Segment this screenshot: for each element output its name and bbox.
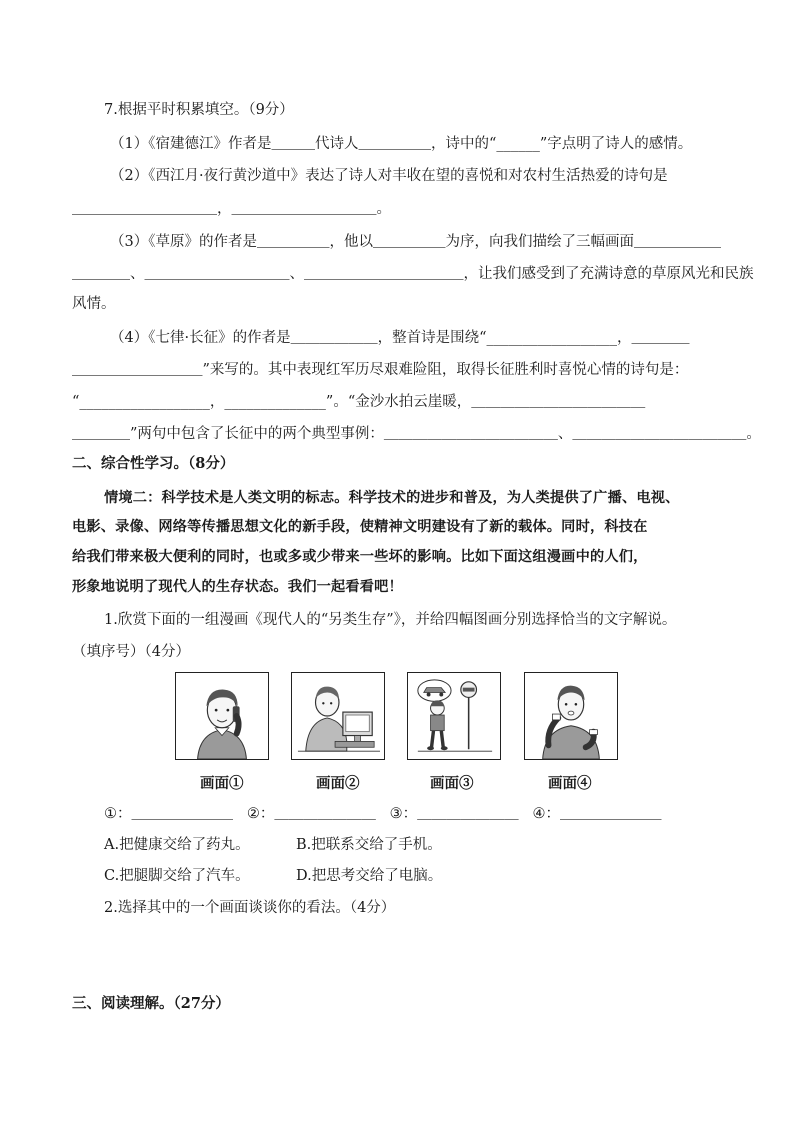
q2-prompt: 2.选择其中的一个画面谈谈你的看法。（4分） [104, 900, 396, 916]
q7-part4-line2: ＿＿＿＿＿＿＿＿＿”来写的。其中表现红军历尽艰难险阻，取得长征胜利时喜悦心情的诗句是： [72, 362, 689, 378]
section2-heading: 二、综合性学习。（8分） [72, 455, 235, 472]
option-c: C.把腿脚交给了汽车。 [104, 868, 250, 884]
q7-part3-line1: （3）《草原》的作者是＿＿＿＿＿，他以＿＿＿＿＿为序，向我们描绘了三幅画面＿＿＿＿＿＿ [110, 234, 721, 250]
caption-picture-4: 画面④ [548, 775, 592, 792]
caption-picture-3: 画面③ [430, 775, 474, 792]
cartoon-car-image [407, 672, 501, 760]
section3-heading: 三、阅读理解。（27分） [72, 995, 230, 1012]
q7-part2-line2: ＿＿＿＿＿＿＿＿＿＿，＿＿＿＿＿＿＿＿＿＿。 [72, 201, 391, 217]
q7-part4-line1: （4）《七律·长征》的作者是＿＿＿＿＿＿，整首诗是围绕“__________________，＿＿＿＿ [110, 330, 690, 346]
cartoon-pills-image [524, 672, 618, 760]
situation-line-2: 电影、录像、网络等传播思想文化的新手段，使精神文明建设有了新的载体。同时，科技在 [72, 519, 648, 535]
situation-line-3: 给我们带来极大便利的同时，也或多或少带来一些坏的影响。比如下面这组漫画中的人们， [72, 549, 648, 565]
q7-part3-line3: 风情。 [72, 296, 116, 312]
option-a: A.把健康交给了药丸。 [104, 837, 250, 853]
answer-blanks[interactable]: ①：＿＿＿＿＿＿＿ ②：＿＿＿＿＿＿＿ ③：＿＿＿＿＿＿＿ ④：＿＿＿＿＿＿＿ [104, 806, 662, 822]
cartoon-phone-image [175, 672, 269, 760]
q1-prompt-line2: （填序号）（4分） [72, 644, 190, 660]
caption-picture-2: 画面② [316, 775, 360, 792]
caption-picture-1: 画面① [200, 775, 244, 792]
situation-line-1: 情境二：科学技术是人类文明的标志。科学技术的进步和普及，为人类提供了广播、电视、 [104, 490, 680, 506]
option-b: B.把联系交给了手机。 [296, 837, 442, 853]
cartoon-computer-image [291, 672, 385, 760]
q1-prompt-line1: 1.欣赏下面的一组漫画《现代人的“另类生存”》，并给四幅图画分别选择恰当的文字解说。 [104, 612, 677, 628]
q7-part4-line3: “__________________，______________”。“金沙水拍云崖暖，＿＿＿＿＿＿＿＿＿＿＿＿ [72, 394, 646, 410]
option-d: D.把思考交给了电脑。 [296, 868, 443, 884]
q7-part2-line1: （2）《西江月·夜行黄沙道中》表达了诗人对丰收在望的喜悦和对农村生活热爱的诗句是 [110, 168, 668, 184]
q7-title: 7.根据平时积累填空。（9分） [104, 102, 294, 118]
q7-part1: （1）《宿建德江》作者是＿＿＿代诗人＿＿＿＿＿，诗中的“______”字点明了诗人的感情。 [110, 136, 693, 152]
q7-part4-line4: ＿＿＿＿”两句中包含了长征中的两个典型事例：＿＿＿＿＿＿＿＿＿＿＿＿、＿＿＿＿＿＿＿＿＿＿＿＿。 [72, 426, 761, 442]
q7-part3-line2: ＿＿＿＿、＿＿＿＿＿＿＿＿＿＿、＿＿＿＿＿＿＿＿＿＿＿，让我们感受到了充满诗意的草原风光和民族 [72, 266, 754, 282]
situation-line-4: 形象地说明了现代人的生存状态。我们一起看看吧！ [72, 579, 403, 595]
